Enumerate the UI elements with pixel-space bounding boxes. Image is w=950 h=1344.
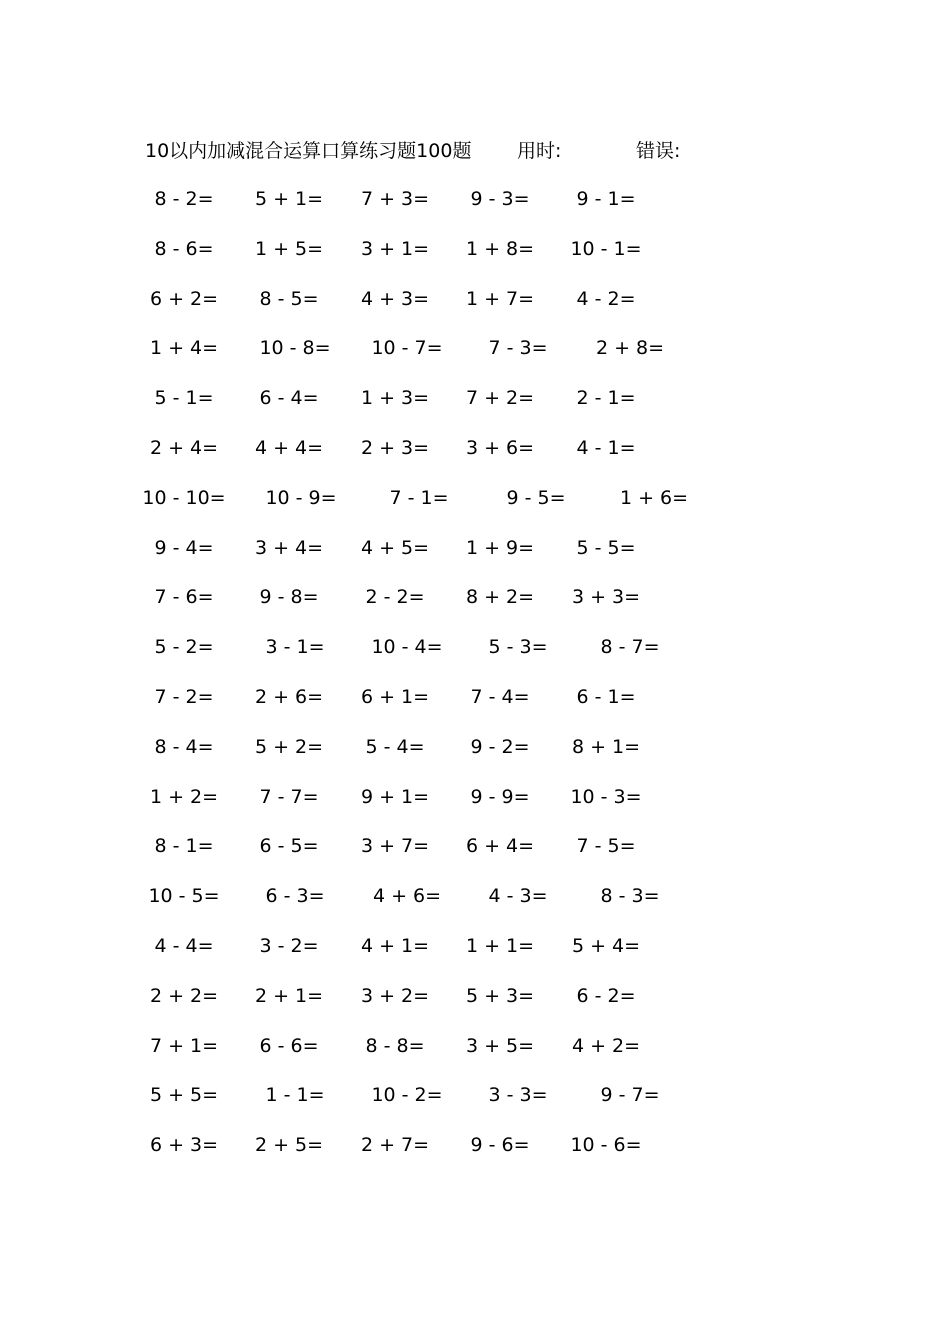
problem-r18-c1: 7 + 1= [149, 1035, 219, 1057]
problem-r19-c1: 5 + 5= [149, 1084, 219, 1106]
problem-r7-c5: 1 + 6= [619, 487, 689, 509]
problem-r5-c5: 2 - 1= [576, 387, 636, 409]
problem-r1-c1: 8 - 2= [154, 188, 214, 210]
problem-r19-c3: 10 - 2= [371, 1084, 443, 1106]
problem-r17-c1: 2 + 2= [149, 985, 219, 1007]
problem-r19-c4: 3 - 3= [488, 1084, 548, 1106]
problem-r16-c4: 1 + 1= [465, 935, 535, 957]
problem-r13-c4: 9 - 9= [470, 786, 530, 808]
problem-r10-c2: 3 - 1= [265, 636, 325, 658]
problem-r2-c4: 1 + 8= [465, 238, 535, 260]
problem-r20-c4: 9 - 6= [470, 1134, 530, 1156]
problem-r8-c2: 3 + 4= [254, 537, 324, 559]
problem-r10-c3: 10 - 4= [371, 636, 443, 658]
problem-r16-c5: 5 + 4= [571, 935, 641, 957]
problem-r14-c2: 6 - 5= [259, 835, 319, 857]
problem-r19-c5: 9 - 7= [600, 1084, 660, 1106]
problem-r6-c2: 4 + 4= [254, 437, 324, 459]
problem-r17-c3: 3 + 2= [360, 985, 430, 1007]
problem-r2-c1: 8 - 6= [154, 238, 214, 260]
problem-r1-c3: 7 + 3= [360, 188, 430, 210]
problem-r11-c1: 7 - 2= [154, 686, 214, 708]
problem-r3-c5: 4 - 2= [576, 288, 636, 310]
problem-r17-c5: 6 - 2= [576, 985, 636, 1007]
problem-r13-c5: 10 - 3= [570, 786, 642, 808]
problem-r12-c1: 8 - 4= [154, 736, 214, 758]
problem-r9-c3: 2 - 2= [365, 586, 425, 608]
problem-r15-c4: 4 - 3= [488, 885, 548, 907]
problem-r5-c3: 1 + 3= [360, 387, 430, 409]
problem-r7-c2: 10 - 9= [265, 487, 337, 509]
problem-r13-c1: 1 + 2= [149, 786, 219, 808]
problem-r4-c4: 7 - 3= [488, 337, 548, 359]
problem-r5-c2: 6 - 4= [259, 387, 319, 409]
problem-r16-c3: 4 + 1= [360, 935, 430, 957]
problem-r15-c1: 10 - 5= [148, 885, 220, 907]
problem-r4-c1: 1 + 4= [149, 337, 219, 359]
problem-r8-c1: 9 - 4= [154, 537, 214, 559]
problem-r15-c5: 8 - 3= [600, 885, 660, 907]
problem-r12-c2: 5 + 2= [254, 736, 324, 758]
problem-r6-c3: 2 + 3= [360, 437, 430, 459]
problem-r5-c4: 7 + 2= [465, 387, 535, 409]
problem-r1-c4: 9 - 3= [470, 188, 530, 210]
problem-r10-c1: 5 - 2= [154, 636, 214, 658]
problem-r8-c5: 5 - 5= [576, 537, 636, 559]
problem-r14-c3: 3 + 7= [360, 835, 430, 857]
problem-r16-c1: 4 - 4= [154, 935, 214, 957]
problem-r1-c5: 9 - 1= [576, 188, 636, 210]
problem-r15-c2: 6 - 3= [265, 885, 325, 907]
problem-r18-c3: 8 - 8= [365, 1035, 425, 1057]
problem-r8-c4: 1 + 9= [465, 537, 535, 559]
problem-r3-c3: 4 + 3= [360, 288, 430, 310]
problem-r17-c4: 5 + 3= [465, 985, 535, 1007]
problem-r14-c1: 8 - 1= [154, 835, 214, 857]
problem-r11-c5: 6 - 1= [576, 686, 636, 708]
problem-r20-c1: 6 + 3= [149, 1134, 219, 1156]
problem-r3-c2: 8 - 5= [259, 288, 319, 310]
problem-r3-c1: 6 + 2= [149, 288, 219, 310]
problem-r6-c4: 3 + 6= [465, 437, 535, 459]
errors-label: 错误: [636, 140, 681, 162]
problem-r10-c4: 5 - 3= [488, 636, 548, 658]
problem-r9-c2: 9 - 8= [259, 586, 319, 608]
problem-r4-c5: 2 + 8= [595, 337, 665, 359]
problem-r2-c2: 1 + 5= [254, 238, 324, 260]
problem-r6-c1: 2 + 4= [149, 437, 219, 459]
problem-r9-c4: 8 + 2= [465, 586, 535, 608]
problem-r8-c3: 4 + 5= [360, 537, 430, 559]
problem-r2-c3: 3 + 1= [360, 238, 430, 260]
problem-r10-c5: 8 - 7= [600, 636, 660, 658]
problem-r2-c5: 10 - 1= [570, 238, 642, 260]
problem-r18-c5: 4 + 2= [571, 1035, 641, 1057]
problem-r20-c5: 10 - 6= [570, 1134, 642, 1156]
problem-r12-c4: 9 - 2= [470, 736, 530, 758]
problem-r19-c2: 1 - 1= [265, 1084, 325, 1106]
worksheet-title: 10以内加减混合运算口算练习题100题 [145, 140, 472, 162]
problem-r20-c2: 2 + 5= [254, 1134, 324, 1156]
problem-r11-c3: 6 + 1= [360, 686, 430, 708]
problem-r11-c2: 2 + 6= [254, 686, 324, 708]
problem-r13-c2: 7 - 7= [259, 786, 319, 808]
problem-r17-c2: 2 + 1= [254, 985, 324, 1007]
problem-r14-c4: 6 + 4= [465, 835, 535, 857]
problem-r3-c4: 1 + 7= [465, 288, 535, 310]
problem-r9-c1: 7 - 6= [154, 586, 214, 608]
problem-r7-c4: 9 - 5= [506, 487, 566, 509]
problem-r6-c5: 4 - 1= [576, 437, 636, 459]
problem-r20-c3: 2 + 7= [360, 1134, 430, 1156]
problem-r13-c3: 9 + 1= [360, 786, 430, 808]
problem-r7-c3: 7 - 1= [389, 487, 449, 509]
time-label: 用时: [517, 140, 562, 162]
problem-r4-c3: 10 - 7= [371, 337, 443, 359]
problem-r9-c5: 3 + 3= [571, 586, 641, 608]
problem-r5-c1: 5 - 1= [154, 387, 214, 409]
problem-r14-c5: 7 - 5= [576, 835, 636, 857]
problem-r18-c4: 3 + 5= [465, 1035, 535, 1057]
problem-r12-c3: 5 - 4= [365, 736, 425, 758]
problem-r7-c1: 10 - 10= [142, 487, 226, 509]
problem-r15-c3: 4 + 6= [372, 885, 442, 907]
problem-r18-c2: 6 - 6= [259, 1035, 319, 1057]
problem-r4-c2: 10 - 8= [259, 337, 331, 359]
problem-r11-c4: 7 - 4= [470, 686, 530, 708]
problem-r16-c2: 3 - 2= [259, 935, 319, 957]
problem-r12-c5: 8 + 1= [571, 736, 641, 758]
problem-r1-c2: 5 + 1= [254, 188, 324, 210]
